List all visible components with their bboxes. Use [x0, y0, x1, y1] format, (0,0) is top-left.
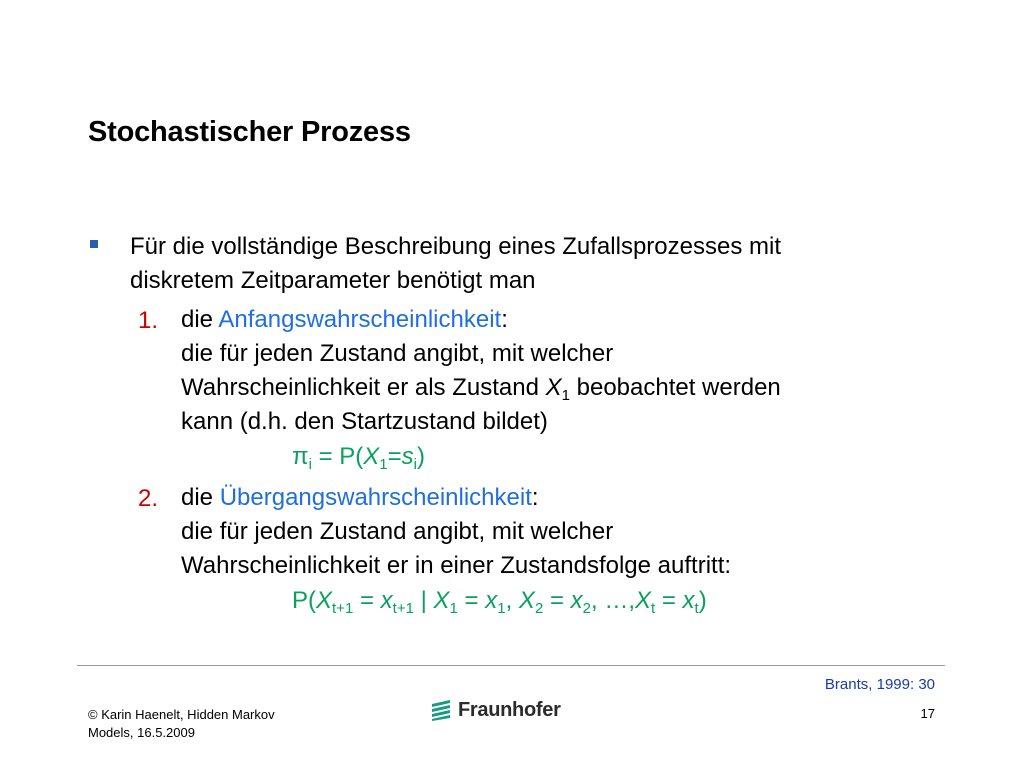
item-2-number: 2. — [138, 485, 159, 512]
item-1-block — [181, 303, 961, 439]
item-2-line-2: die für jeden Zustand angibt, mit welcher — [181, 518, 614, 545]
intro-line-1: Für die vollständige Beschreibung eines Zufallsprozesses mit — [130, 233, 781, 260]
item-1-line-3-var: X — [545, 374, 562, 401]
item-2-line-3: Wahrscheinlichkeit er in einer Zustandsfolge auftritt: — [181, 552, 732, 579]
item-1-suffix: : — [501, 306, 508, 333]
item-1-prefix: die — [181, 306, 219, 333]
item-1-line-4: kann (d.h. den Startzustand bildet) — [181, 408, 548, 435]
item-2-suffix: : — [531, 484, 539, 511]
footer-rule — [77, 665, 945, 666]
item-1-heading — [181, 303, 961, 337]
fraunhofer-logo-text: Fraunhofer — [458, 698, 561, 721]
item-2-prefix: die — [181, 484, 220, 511]
copyright-line-1: © Karin Haenelt, Hidden Markov — [88, 707, 275, 722]
item-1-term: Anfangswahrscheinlichkeit — [218, 306, 502, 333]
item-1-line-2: die für jeden Zustand angibt, mit welcher — [181, 340, 614, 367]
copyright — [88, 706, 328, 742]
formula-transition-probability: $P(X_{t+1} = x_{t+1}$ | $X_1 = x_1$, $X_2 = x_2$, $\dots,X_t = x_t$) — [292, 587, 707, 617]
slide-title: Stochastischer Prozess — [88, 116, 411, 148]
item-1-line-3-sub: 1 — [561, 387, 570, 404]
item-1-number: 1. — [138, 307, 159, 334]
citation: Brants, 1999: 30 — [824, 676, 935, 693]
intro-line-2: diskretem Zeitparameter benötigt man — [130, 267, 536, 294]
fraunhofer-logo-icon — [430, 699, 452, 721]
item-1-line-3-b: beobachtet werden — [569, 374, 781, 401]
item-2-heading — [181, 481, 961, 515]
item-2-term: Übergangswahrscheinlichkeit — [219, 484, 532, 511]
bullet-marker — [90, 240, 98, 248]
intro-text — [130, 230, 950, 298]
item-1-line-3-a: Wahrscheinlichkeit er als Zustand — [181, 374, 546, 401]
copyright-line-2: Models, 16.5.2009 — [88, 725, 195, 740]
item-1-line-3 — [181, 371, 961, 405]
item-2-block — [181, 481, 961, 583]
fraunhofer-logo — [430, 697, 561, 723]
page-number: 17 — [920, 706, 935, 721]
formula-initial-probability: $\pi_i = P(X_1=s_i)$ — [292, 443, 425, 473]
